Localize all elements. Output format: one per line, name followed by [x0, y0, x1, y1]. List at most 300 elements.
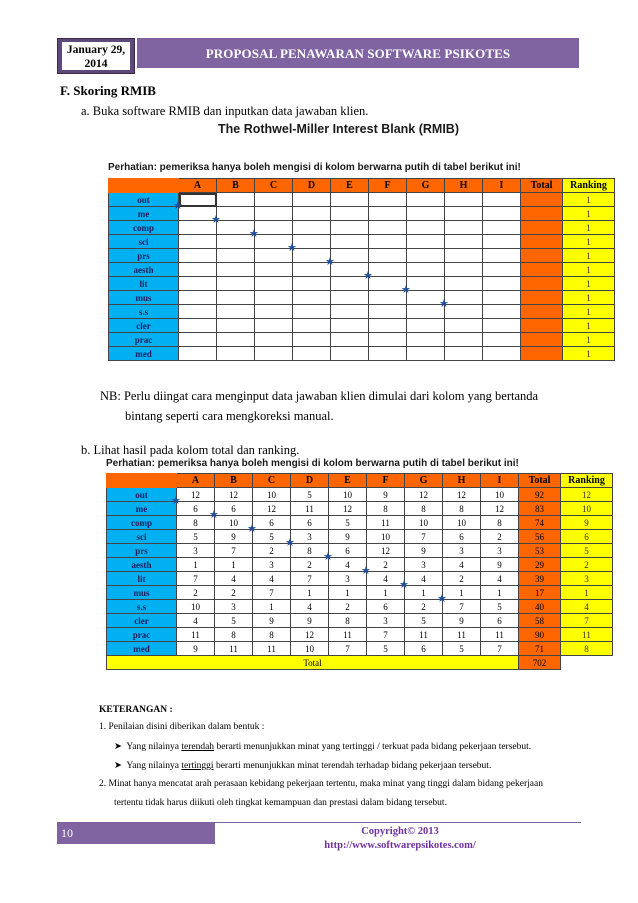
table-row	[109, 193, 615, 207]
score-cell[interactable]	[255, 277, 293, 291]
score-cell[interactable]	[407, 235, 445, 249]
score-cell[interactable]	[293, 347, 331, 361]
score-cell[interactable]	[445, 333, 483, 347]
ranking-cell: 1	[563, 305, 615, 319]
row-label: aesth	[107, 558, 177, 572]
score-cell[interactable]	[445, 291, 483, 305]
score-cell[interactable]: 3	[481, 544, 519, 558]
score-cell[interactable]: 12	[443, 488, 481, 502]
column-header: I	[481, 474, 519, 488]
score-cell[interactable]	[293, 291, 331, 305]
footer-url[interactable]: http://www.softwarepsikotes.com/	[324, 840, 476, 851]
score-cell[interactable]	[445, 319, 483, 333]
ranking-cell: 1	[563, 263, 615, 277]
keterangan-bullet1	[114, 741, 531, 752]
score-cell[interactable]: 7	[481, 642, 519, 656]
score-cell[interactable]	[407, 221, 445, 235]
score-cell[interactable]	[407, 347, 445, 361]
column-header: C	[253, 474, 291, 488]
ranking-cell: 1	[563, 193, 615, 207]
table-row	[107, 558, 613, 572]
score-cell[interactable]: 11	[367, 516, 405, 530]
score-cell[interactable]: 1	[253, 600, 291, 614]
score-cell[interactable]: 2	[443, 572, 481, 586]
row-label: me	[107, 502, 177, 516]
score-cell[interactable]	[217, 333, 255, 347]
score-cell[interactable]: 6	[367, 600, 405, 614]
score-cell[interactable]	[179, 193, 217, 207]
score-cell[interactable]: 9	[291, 614, 329, 628]
score-cell[interactable]	[331, 249, 369, 263]
score-cell[interactable]: 7 ★	[443, 600, 481, 614]
score-cell[interactable]	[331, 319, 369, 333]
score-cell[interactable]	[369, 347, 407, 361]
score-cell[interactable]: 9	[481, 558, 519, 572]
score-cell[interactable]: 8	[481, 516, 519, 530]
score-cell[interactable]: 11	[329, 628, 367, 642]
score-cell[interactable]	[369, 333, 407, 347]
table-row	[107, 642, 613, 656]
score-cell[interactable]: 3	[215, 600, 253, 614]
ranking-header: Ranking	[561, 474, 613, 488]
star-icon: ★	[173, 200, 183, 212]
score-cell[interactable]: 8	[405, 502, 443, 516]
score-cell[interactable]: 11	[177, 628, 215, 642]
score-cell[interactable]: 5	[329, 516, 367, 530]
score-cell[interactable]: 10	[329, 488, 367, 502]
star-icon: ★	[325, 256, 335, 268]
score-cell[interactable]: 2	[291, 558, 329, 572]
score-cell[interactable]	[255, 305, 293, 319]
score-cell[interactable]	[483, 305, 521, 319]
score-cell[interactable]: 11	[215, 642, 253, 656]
row-label: prac	[107, 628, 177, 642]
score-cell[interactable]	[407, 277, 445, 291]
score-cell[interactable]: 2	[253, 544, 291, 558]
star-icon: ★	[439, 298, 449, 310]
score-cell[interactable]: 1	[329, 586, 367, 600]
score-cell[interactable]	[445, 207, 483, 221]
score-cell[interactable]: 3	[443, 544, 481, 558]
score-cell[interactable]	[293, 305, 331, 319]
score-cell[interactable]: 7	[177, 572, 215, 586]
nb-line2: bintang seperti cara mengkoreksi manual.	[125, 409, 334, 423]
score-cell[interactable]	[439, 298, 483, 319]
table-row	[107, 600, 613, 614]
score-cell[interactable]: 7	[329, 642, 367, 656]
score-cell[interactable]: 8	[329, 614, 367, 628]
score-cell[interactable]	[217, 277, 255, 291]
ranking-cell: 1	[563, 333, 615, 347]
score-cell[interactable]: 8 ★	[291, 544, 329, 558]
table-row	[109, 221, 615, 235]
score-cell[interactable]: 10	[367, 530, 405, 544]
score-cell[interactable]	[217, 193, 255, 207]
score-cell[interactable]: 4 ★	[367, 572, 405, 586]
score-cell[interactable]	[407, 263, 445, 277]
score-cell[interactable]	[369, 319, 407, 333]
score-cell[interactable]	[331, 333, 369, 347]
score-cell[interactable]	[445, 249, 483, 263]
ranking-cell: 8	[561, 642, 613, 656]
score-cell[interactable]	[483, 277, 521, 291]
score-cell[interactable]: 4	[443, 558, 481, 572]
score-cell[interactable]: 8	[177, 516, 215, 530]
star-icon: ★	[401, 284, 411, 296]
score-cell[interactable]: 5	[481, 600, 519, 614]
score-cell[interactable]: 1	[481, 586, 519, 600]
score-cell[interactable]	[331, 305, 369, 319]
score-cell[interactable]: 11	[443, 628, 481, 642]
score-cell[interactable]	[217, 305, 255, 319]
score-cell[interactable]	[255, 263, 293, 277]
bullet1-underlined: terendah	[181, 742, 215, 752]
score-cell[interactable]: 10 ★	[215, 516, 253, 530]
score-cell[interactable]: 4 ★	[329, 558, 367, 572]
score-cell[interactable]: 6	[329, 544, 367, 558]
score-cell[interactable]	[293, 277, 331, 291]
score-cell[interactable]: 3	[291, 530, 329, 544]
ranking-cell: 11	[561, 628, 613, 642]
score-cell[interactable]: 5	[367, 642, 405, 656]
score-cell[interactable]	[217, 291, 255, 305]
row-label: lit	[107, 572, 177, 586]
score-cell[interactable]: 8	[367, 502, 405, 516]
score-cell[interactable]: 12	[253, 502, 291, 516]
score-cell[interactable]	[293, 221, 331, 235]
score-cell[interactable]: 4	[291, 600, 329, 614]
score-cell[interactable]	[179, 305, 217, 319]
score-cell[interactable]	[369, 235, 407, 249]
score-cell[interactable]: 11	[291, 502, 329, 516]
column-header: H	[445, 179, 483, 193]
grand-total-empty	[561, 656, 613, 670]
column-header: D	[293, 179, 331, 193]
score-cell[interactable]	[255, 193, 293, 207]
row-label: me	[109, 207, 179, 221]
score-cell[interactable]	[217, 347, 255, 361]
score-cell[interactable]	[179, 333, 217, 347]
ranking-cell: 1	[563, 319, 615, 333]
table-row	[107, 530, 613, 544]
column-header: A	[179, 179, 217, 193]
score-cell[interactable]: 5	[215, 614, 253, 628]
table-row	[109, 347, 615, 361]
score-cell[interactable]: 10	[291, 642, 329, 656]
row-label: mus	[109, 291, 179, 305]
score-cell[interactable]: 5 ★	[253, 530, 291, 544]
star-icon: ★	[363, 270, 373, 282]
score-cell[interactable]: 4	[405, 572, 443, 586]
score-cell[interactable]: 9	[367, 488, 405, 502]
score-cell[interactable]	[179, 291, 217, 305]
table-row	[107, 544, 613, 558]
score-cell[interactable]	[331, 235, 369, 249]
score-cell[interactable]: 7	[291, 572, 329, 586]
score-cell[interactable]: 11	[405, 628, 443, 642]
star-icon: ★	[287, 242, 297, 254]
score-cell[interactable]	[179, 319, 217, 333]
score-cell[interactable]	[407, 333, 445, 347]
ranking-cell: 1	[563, 277, 615, 291]
score-cell[interactable]	[483, 319, 521, 333]
score-cell[interactable]	[255, 207, 293, 221]
rmib-title: The Rothwel-Miller Interest Blank (RMIB)	[218, 122, 459, 136]
ranking-cell: 1	[563, 291, 615, 305]
score-cell[interactable]: 10	[405, 516, 443, 530]
score-cell[interactable]: 4	[253, 572, 291, 586]
footer-page-box	[57, 823, 215, 844]
score-cell[interactable]: 7	[253, 586, 291, 600]
score-cell[interactable]	[483, 235, 521, 249]
score-cell[interactable]: 5	[405, 614, 443, 628]
table-row	[109, 249, 615, 263]
score-cell[interactable]	[255, 333, 293, 347]
score-cell[interactable]	[445, 235, 483, 249]
total-cell: 58	[519, 614, 561, 628]
bullet2-pre: Yang nilainya	[126, 761, 182, 771]
row-label: mus	[107, 586, 177, 600]
row-label: lit	[109, 277, 179, 291]
score-cell[interactable]: 1 ★	[405, 586, 443, 600]
score-cell[interactable]: 1	[177, 558, 215, 572]
score-cell[interactable]: 6	[481, 614, 519, 628]
ranking-cell: 9	[561, 516, 613, 530]
header-date-line2: 2014	[84, 58, 108, 70]
score-cell[interactable]: 9	[405, 544, 443, 558]
star-icon: ★	[323, 551, 333, 563]
score-cell[interactable]	[483, 263, 521, 277]
score-cell[interactable]	[445, 277, 483, 291]
total-cell	[521, 249, 563, 263]
score-cell[interactable]: 10	[481, 488, 519, 502]
star-icon: ★	[171, 495, 181, 507]
score-cell[interactable]: 12	[329, 502, 367, 516]
score-cell[interactable]: 10	[177, 600, 215, 614]
score-cell[interactable]: 7	[405, 530, 443, 544]
score-cell[interactable]: 12	[405, 488, 443, 502]
score-cell[interactable]: 9	[215, 530, 253, 544]
star-icon: ★	[399, 579, 409, 591]
score-cell[interactable]	[407, 207, 445, 221]
score-cell[interactable]	[179, 235, 217, 249]
score-cell[interactable]: 12	[215, 488, 253, 502]
score-cell[interactable]: 12	[481, 502, 519, 516]
score-cell[interactable]: 1	[291, 586, 329, 600]
score-cell[interactable]	[293, 207, 331, 221]
score-cell[interactable]: 1	[367, 586, 405, 600]
score-cell[interactable]: 12	[291, 628, 329, 642]
score-cell[interactable]	[445, 347, 483, 361]
score-cell[interactable]	[293, 193, 331, 207]
ranking-cell: 1	[563, 207, 615, 221]
score-cell[interactable]	[217, 263, 255, 277]
total-cell	[521, 263, 563, 277]
row-label: prs	[109, 249, 179, 263]
column-header: G	[407, 179, 445, 193]
score-cell[interactable]: 3	[253, 558, 291, 572]
score-cell[interactable]: 7	[367, 628, 405, 642]
score-cell[interactable]	[179, 347, 217, 361]
header-corner	[107, 474, 177, 488]
score-cell[interactable]: 4	[481, 572, 519, 586]
score-cell[interactable]: 3	[367, 614, 405, 628]
score-cell[interactable]: 3	[177, 544, 215, 558]
score-cell[interactable]	[483, 193, 521, 207]
score-cell[interactable]	[407, 249, 445, 263]
score-cell[interactable]	[179, 249, 217, 263]
score-cell[interactable]: 4	[215, 572, 253, 586]
arrow-bullet-icon: ➤	[114, 742, 122, 752]
score-cell[interactable]	[331, 221, 369, 235]
table-row	[107, 572, 613, 586]
score-cell[interactable]: 6	[405, 642, 443, 656]
footer-copyright: Copyright© 2013	[361, 826, 439, 837]
score-cell[interactable]: 8	[215, 628, 253, 642]
score-cell[interactable]	[217, 207, 255, 221]
score-cell[interactable]: 2	[329, 600, 367, 614]
step-b-text: b. Lihat hasil pada kolom total dan ranking.	[81, 443, 300, 457]
total-cell	[521, 207, 563, 221]
row-label: comp	[107, 516, 177, 530]
score-cell[interactable]: 9	[329, 530, 367, 544]
score-cell[interactable]: 2	[367, 558, 405, 572]
row-label: cler	[107, 614, 177, 628]
score-cell[interactable]	[445, 263, 483, 277]
table-row	[107, 516, 613, 530]
score-cell[interactable]: 5	[291, 488, 329, 502]
score-cell[interactable]: 5	[177, 530, 215, 544]
header-title: PROPOSAL PENAWARAN SOFTWARE PSIKOTES	[205, 46, 511, 61]
ranking-cell: 5	[561, 544, 613, 558]
ranking-cell: 10	[561, 502, 613, 516]
score-cell[interactable]	[293, 235, 331, 249]
score-cell[interactable]	[483, 221, 521, 235]
score-cell[interactable]	[217, 249, 255, 263]
score-cell[interactable]	[483, 207, 521, 221]
score-cell[interactable]	[483, 291, 521, 305]
star-icon: ★	[361, 565, 371, 577]
score-cell[interactable]	[179, 263, 217, 277]
score-cell[interactable]	[331, 207, 369, 221]
total-cell	[521, 319, 563, 333]
column-header: D	[291, 474, 329, 488]
score-cell[interactable]	[407, 193, 445, 207]
total-cell: 17	[519, 586, 561, 600]
total-cell: 39	[519, 572, 561, 586]
bullet1-post: berarti menunjukkan minat yang tertinggi / terkuat pada bidang pekerjaan tersebut.	[214, 742, 532, 752]
score-cell[interactable]: 12	[177, 488, 215, 502]
table-row	[107, 628, 613, 642]
score-cell[interactable]	[331, 193, 369, 207]
star-icon: ★	[247, 523, 257, 535]
ranking-cell: 6	[561, 530, 613, 544]
score-cell[interactable]: 10	[253, 488, 291, 502]
score-cell[interactable]: 2	[481, 530, 519, 544]
score-cell[interactable]: 4	[177, 614, 215, 628]
score-cell[interactable]: 5	[443, 642, 481, 656]
total-cell	[521, 347, 563, 361]
score-cell[interactable]	[255, 221, 293, 235]
score-cell[interactable]: 6	[215, 502, 253, 516]
score-cell[interactable]: 1	[443, 586, 481, 600]
score-cell[interactable]	[445, 193, 483, 207]
bullet2-post: berarti menunjukkan minat terendah terhadap bidang pekerjaan tersebut.	[213, 761, 492, 771]
score-cell[interactable]	[445, 221, 483, 235]
score-cell[interactable]	[369, 221, 407, 235]
score-cell[interactable]: 9	[177, 642, 215, 656]
bullet2-underlined: tertinggi	[181, 761, 214, 771]
score-cell[interactable]: 3	[329, 572, 367, 586]
score-cell[interactable]: 12	[367, 544, 405, 558]
score-cell[interactable]: 11	[253, 642, 291, 656]
total-cell	[521, 305, 563, 319]
row-label: s.s	[109, 305, 179, 319]
nb-line1: NB: Perlu diingat cara menginput data jawaban klien dimulai dari kolom yang bertanda	[100, 389, 539, 403]
total-cell	[521, 291, 563, 305]
score-cell[interactable]	[293, 319, 331, 333]
score-cell[interactable]: 9	[253, 614, 291, 628]
score-cell[interactable]: 9	[443, 614, 481, 628]
score-cell[interactable]: 8	[443, 502, 481, 516]
score-cell[interactable]	[369, 263, 407, 277]
table-row	[107, 488, 613, 502]
score-cell[interactable]: 7	[215, 544, 253, 558]
score-cell[interactable]	[369, 207, 407, 221]
table-row	[107, 586, 613, 600]
score-cell[interactable]: 8	[253, 628, 291, 642]
score-cell[interactable]	[331, 291, 369, 305]
total-header: Total	[521, 179, 563, 193]
section-title: F. Skoring RMIB	[60, 83, 156, 98]
score-cell[interactable]: 6	[443, 530, 481, 544]
score-cell[interactable]	[369, 193, 407, 207]
score-cell[interactable]	[293, 333, 331, 347]
score-cell[interactable]	[179, 277, 217, 291]
score-cell[interactable]: 1	[215, 558, 253, 572]
score-cell[interactable]: 6	[253, 516, 291, 530]
score-cell[interactable]	[369, 249, 407, 263]
score-cell[interactable]	[331, 347, 369, 361]
ranking-cell: 1	[563, 235, 615, 249]
table-row	[109, 305, 615, 319]
score-cell[interactable]	[255, 291, 293, 305]
column-header: H	[443, 474, 481, 488]
score-cell[interactable]: 2	[215, 586, 253, 600]
score-cell[interactable]: 2	[405, 600, 443, 614]
score-cell[interactable]: 2	[177, 586, 215, 600]
table-row	[109, 291, 615, 305]
score-cell[interactable]	[217, 319, 255, 333]
row-label: aesth	[109, 263, 179, 277]
score-cell[interactable]: 10	[443, 516, 481, 530]
total-cell: 83	[519, 502, 561, 516]
total-cell	[521, 333, 563, 347]
score-cell[interactable]	[407, 319, 445, 333]
score-cell[interactable]: 3	[405, 558, 443, 572]
score-cell[interactable]: 6	[291, 516, 329, 530]
score-cell[interactable]	[369, 305, 407, 319]
score-cell[interactable]	[483, 347, 521, 361]
score-cell[interactable]	[255, 347, 293, 361]
rmib-input-table	[108, 178, 615, 361]
score-cell[interactable]	[255, 319, 293, 333]
score-cell[interactable]	[483, 333, 521, 347]
score-cell[interactable]	[483, 249, 521, 263]
score-cell[interactable]: 6 ★	[177, 502, 215, 516]
score-cell[interactable]: 11	[481, 628, 519, 642]
row-label: sci	[107, 530, 177, 544]
